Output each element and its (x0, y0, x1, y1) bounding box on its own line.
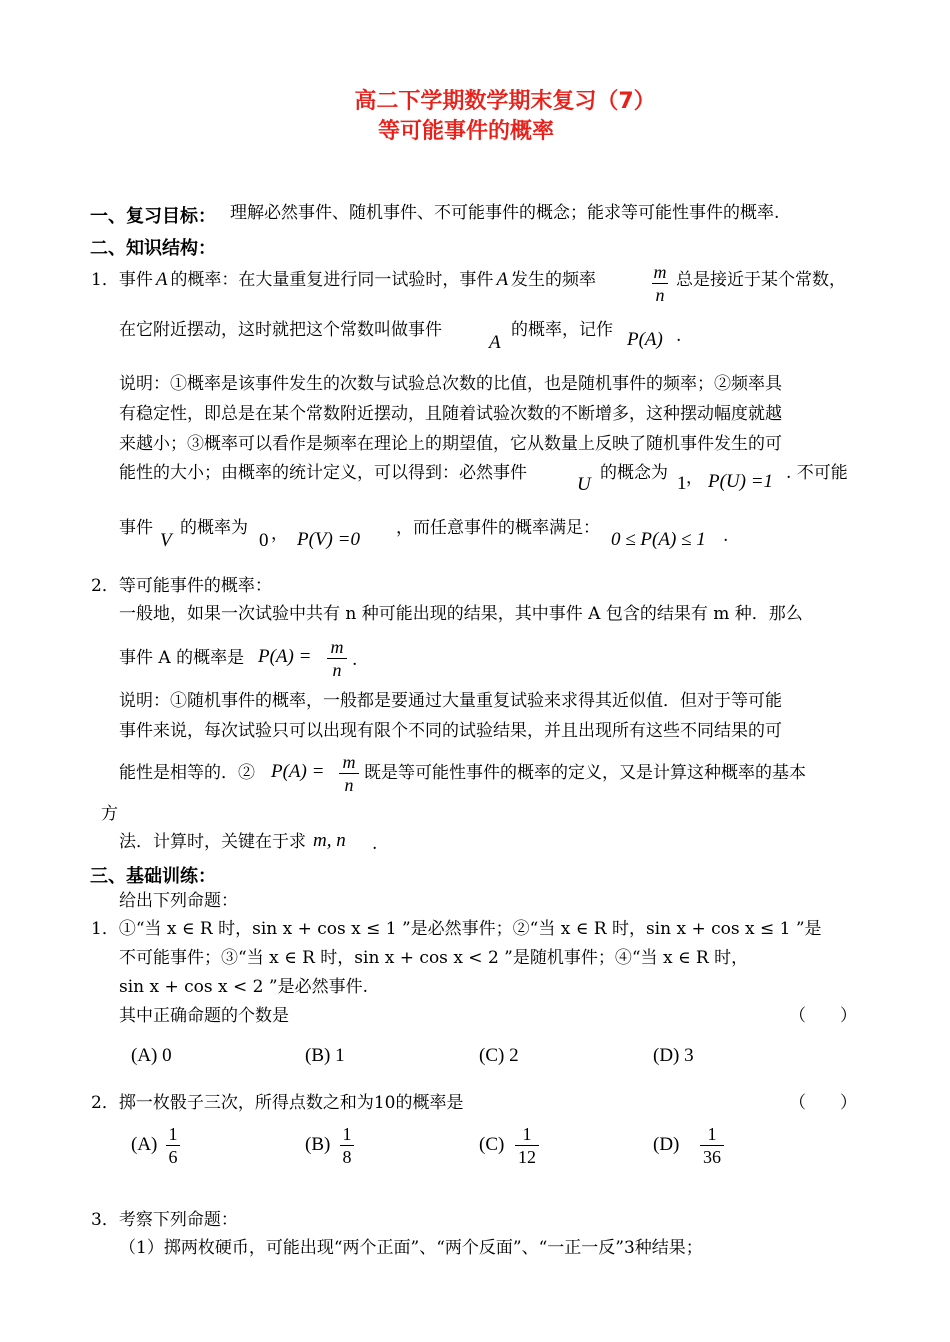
p2-dot: . (352, 650, 358, 670)
section-1-heading: 一、复习目标： (90, 206, 216, 227)
section-3-intro: 给出下列命题： (119, 891, 238, 911)
q1-option-d: (D) 3 (653, 1045, 694, 1066)
q2-option-d-fraction: 1 36 (700, 1124, 724, 1167)
event-u-symbol: U (577, 474, 591, 495)
q2-option-b-label: (B) (305, 1134, 331, 1155)
q1-option-b: (B) 1 (305, 1045, 345, 1066)
p1-line-2b: 的概率，记作 (511, 320, 613, 340)
note1-line-4b: 的概念为 (600, 463, 668, 483)
q3-line-1: （1）掷两枚硬币，可能出现“两个正面”、“两个反面”、“一正一反”3种结果； (119, 1238, 703, 1258)
q1-line-3: sin x + cos x < 2 ”是必然事件. (119, 977, 368, 997)
title-line-2: 等可能事件的概率 (377, 119, 554, 144)
p1-line-1: 1．事件 A 的概率：在大量重复进行同一试验时，事件 A 发生的频率 (91, 269, 597, 290)
note2-line-5: 法．计算时，关键在于求 (119, 832, 306, 852)
p2-line-1: 一般地，如果一次试验中共有 n 种可能出现的结果，其中事件 A 包含的结果有 m 种．那么 (119, 604, 803, 624)
q3-heading: 3．考察下列命题： (91, 1210, 238, 1230)
p-of-v: P(V) =0 (297, 529, 360, 550)
note1-line-2: 有稳定性，即总是在某个常数附近摆动，且随着试验次数的不断增多，这种摆动幅度就越 (119, 404, 782, 424)
note1-line-5c: ，而任意事件的概率满足： (396, 518, 600, 538)
q1-line-1: 1．①“当 x ∈ R 时，sin x + cos x ≤ 1 ”是必然事件；②“当 x ∈ R 时，sin x + cos x ≤ 1 ”是 (91, 919, 822, 939)
note1-line-1: 说明：①概率是该事件发生的次数与试验总次数的比值，也是随机事件的频率；②频率具 (119, 374, 782, 394)
note1-line-5b: 的概率为 (180, 518, 248, 538)
q1-option-c: (C) 2 (479, 1045, 519, 1066)
section-3-heading: 三、基础训练： (90, 866, 216, 887)
note2-line-4: 方 (101, 804, 118, 824)
q2-answer-blank: （ ） (789, 1093, 857, 1113)
p1-dot: . (676, 326, 682, 346)
q1-line-4: 其中正确命题的个数是 (119, 1006, 289, 1026)
q2-option-b-fraction: 1 8 (340, 1124, 354, 1167)
p1-line-2: 在它附近摆动，这时就把这个常数叫做事件 (119, 320, 442, 340)
event-v-symbol: V (160, 530, 172, 551)
note1-line-4c: . 不可能 (786, 463, 848, 483)
note2-line-1: 说明：①随机事件的概率，一般都是要通过大量重复试验来求得其近似值．但对于等可能 (119, 691, 782, 711)
title-line-1: 高二下学期数学期末复习（7） (354, 89, 656, 114)
q2-option-c-label: (C) (479, 1134, 505, 1155)
note1-line-4: 能性的大小；由概率的统计定义，可以得到：必然事件 (119, 463, 527, 483)
note2-line-3b: 既是等可能性事件的概率的定义，又是计算这种概率的基本 (364, 763, 806, 783)
event-a-symbol: A (489, 332, 501, 353)
note2-line-5b: . (372, 834, 378, 854)
q2-option-c-fraction: 1 12 (515, 1124, 539, 1167)
note1-line-3: 来越小；③概率可以看作是频率在理论上的期望值，它从数量上反映了随机事件发生的可 (119, 434, 782, 454)
q2-option-d-label: (D) (653, 1134, 680, 1155)
section-2-heading: 二、知识结构： (90, 238, 216, 259)
fraction-m-over-n: m n (653, 262, 667, 305)
m-n-symbols: m, n (313, 830, 346, 851)
p1-line-1-end: 总是接近于某个常数， (676, 270, 846, 290)
section-1-text: 理解必然事件、随机事件、不可能事件的概念；能求等可能性事件的概率. (230, 203, 780, 223)
note2-p-of-a: P(A) = (271, 761, 325, 782)
q2-option-a-fraction: 1 6 (166, 1124, 180, 1167)
p2-fraction-m-over-n: m n (327, 637, 347, 680)
note2-fraction-m-over-n: m n (339, 752, 359, 795)
q1-line-2: 不可能事件；③“当 x ∈ R 时，sin x + cos x < 2 ”是随机事件；④“当 x ∈ R 时， (119, 948, 749, 968)
p-of-a: P(A) (627, 329, 663, 350)
q2-option-a-label: (A) (131, 1134, 158, 1155)
q1-option-a: (A) 0 (131, 1045, 172, 1066)
note2-line-2: 事件来说，每次试验只可以出现有限个不同的试验结果，并且出现所有这些不同结果的可 (119, 721, 782, 741)
q2-line-1: 2．掷一枚骰子三次，所得点数之和为10的概率是 (91, 1093, 464, 1113)
p-of-u: P(U) =1 (708, 471, 774, 492)
comma-2: ， (271, 524, 288, 544)
p2-line-2: 事件 A 的概率是 (119, 648, 245, 668)
note1-dot: . (723, 526, 729, 546)
comma-1: ， (686, 468, 703, 488)
value-zero: 0 (259, 530, 269, 551)
q1-answer-blank: （ ） (789, 1006, 857, 1026)
note2-line-3: 能性是相等的．② (119, 763, 255, 783)
p2-p-of-a: P(A) = (258, 646, 312, 667)
value-one: 1 (677, 473, 687, 494)
p2-heading: 2．等可能事件的概率： (91, 576, 272, 596)
note1-line-5: 事件 (119, 518, 153, 538)
probability-inequality: 0 ≤ P(A) ≤ 1 (611, 529, 706, 550)
